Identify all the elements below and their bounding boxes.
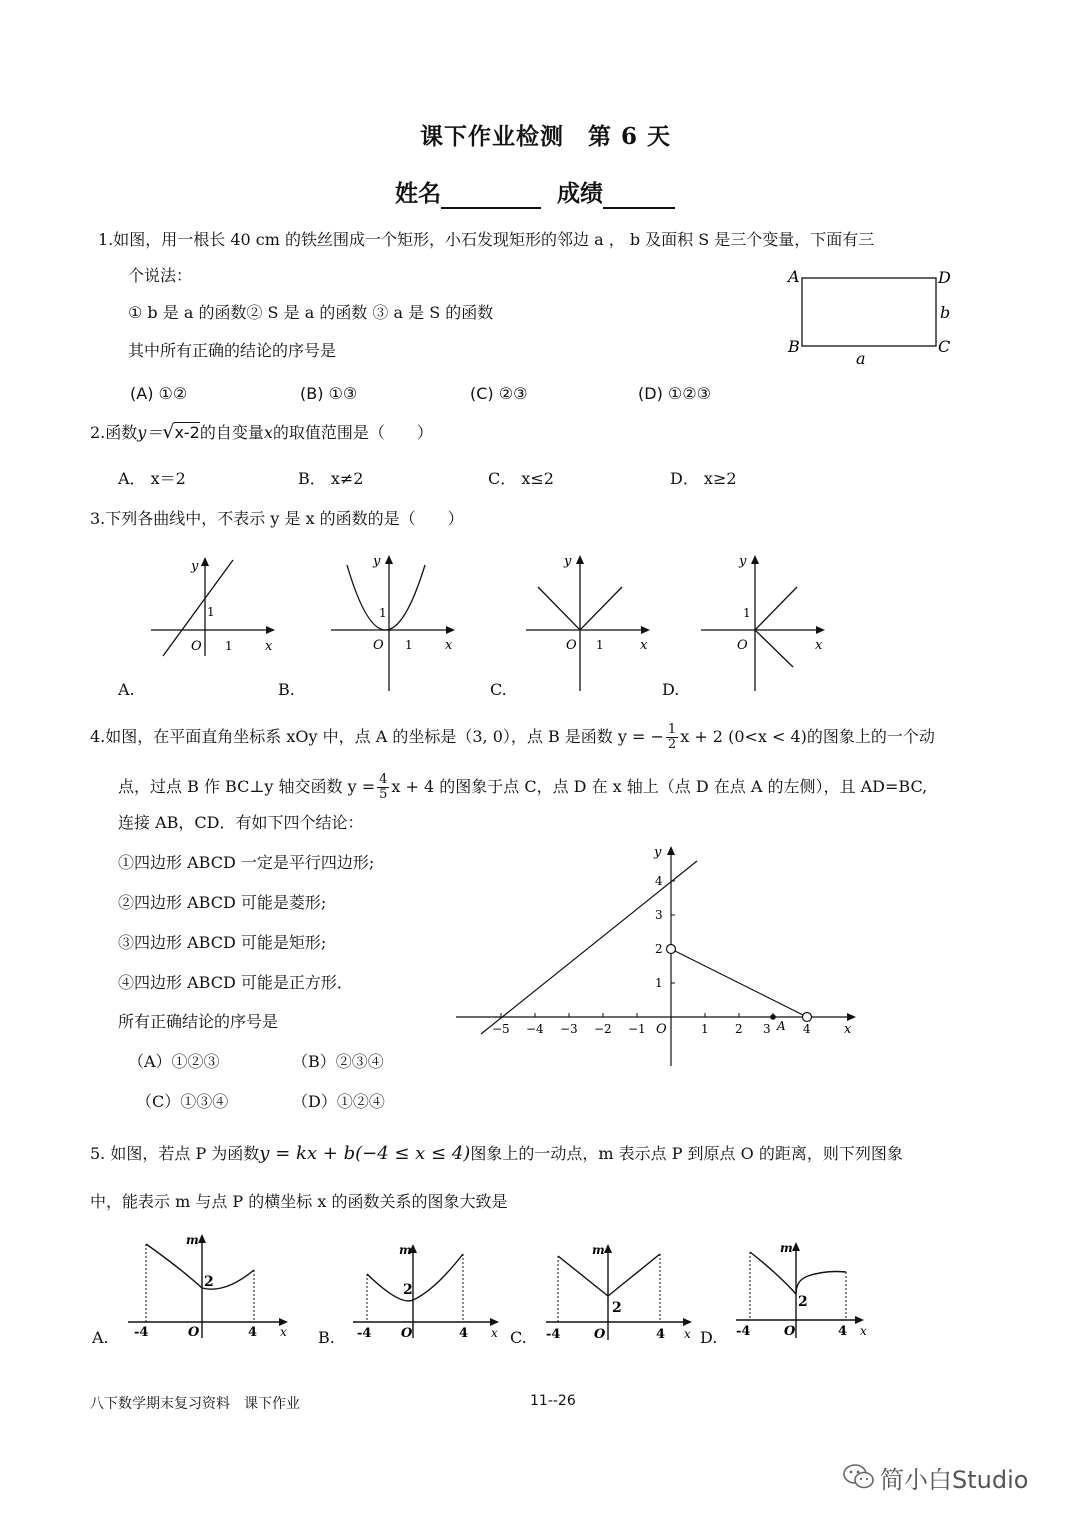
q2-choice-c[interactable]: C． x≤2 <box>488 469 554 488</box>
name-score-line <box>395 175 675 209</box>
q4-conclusion-4: ④四边形 ABCD 可能是正方形． <box>118 973 353 992</box>
m-arrow-icon <box>604 1244 612 1253</box>
origin-label: O <box>594 1327 606 1342</box>
q3-stem: 3.下列各曲线中，不表示 y 是 x 的函数的是（ ） <box>90 509 464 528</box>
q4-choice-c[interactable]: （C）①③④ <box>136 1092 229 1111</box>
q1-choice-a[interactable]: (A) ①② <box>130 384 188 403</box>
y-label: y <box>739 554 747 569</box>
sqrt-sign: √ <box>162 421 175 443</box>
point-A-dot <box>770 1014 776 1020</box>
x-label: x <box>265 639 273 654</box>
x-tick-3: 3 <box>763 1022 771 1036</box>
origin-label: O <box>656 1022 667 1037</box>
q3-choice-d[interactable]: D. <box>662 680 680 699</box>
name-blank[interactable] <box>441 180 541 209</box>
y-label: y <box>373 554 381 569</box>
x-tick-neg4: −4 <box>526 1022 544 1036</box>
value-2-label: 2 <box>204 1274 214 1290</box>
value-2-label: 2 <box>403 1282 413 1298</box>
y-arrow-icon <box>385 555 393 564</box>
m-arrow-icon <box>198 1234 206 1243</box>
q4-choice-a[interactable]: （A）①②③ <box>128 1052 220 1071</box>
q2-choice-b[interactable]: B． x≠2 <box>298 469 364 488</box>
q5-graph-a <box>120 1228 300 1346</box>
x-label: x <box>640 638 648 653</box>
m-curve <box>558 1254 660 1296</box>
x-arrow-icon <box>490 1318 499 1326</box>
q5-line1-a: 5. 如图，若点 P 为函数 <box>90 1144 260 1163</box>
y-label: y <box>191 559 199 574</box>
four-label: 4 <box>248 1325 258 1340</box>
m-label: m <box>592 1243 605 1257</box>
origin-label: O <box>784 1324 796 1339</box>
wechat-icon <box>842 1462 876 1492</box>
q4-ask: 所有正确结论的序号是 <box>118 1012 279 1031</box>
q2-choice-d[interactable]: D． x≥2 <box>670 469 737 488</box>
x-tick-neg2: −2 <box>594 1022 612 1036</box>
x-arrow-icon <box>683 1318 692 1326</box>
q2-stem <box>90 421 433 444</box>
page-number: 11--26 <box>530 1393 576 1409</box>
frac2-numerator: 4 <box>379 772 388 787</box>
q4-line2-b: x + 4 的图象于点 C，点 D 在 x 轴上（点 D 在点 A 的左侧），且 AD=BC, <box>391 777 928 796</box>
score-blank[interactable] <box>603 180 675 209</box>
x-label: x <box>280 1325 287 1339</box>
q4-line3: 连接 AB，CD．有如下四个结论： <box>118 813 364 832</box>
q5-line2: 中，能表示 m 与点 P 的横坐标 x 的函数关系的图象大致是 <box>90 1192 508 1211</box>
q4-conclusion-3: ③四边形 ABCD 可能是矩形; <box>118 933 327 952</box>
x-tick-labels <box>492 1022 811 1036</box>
q2-y-eq: y＝ <box>137 423 163 442</box>
q2-prefix: 2.函数 <box>90 423 138 442</box>
q5-graph-c <box>538 1238 703 1350</box>
q4-line1 <box>90 723 935 752</box>
label-D: D <box>938 268 951 287</box>
q2-suffix2: 的取值范围是（ ） <box>272 423 433 442</box>
value-2-label: 2 <box>798 1294 808 1310</box>
m-arrow-icon <box>792 1242 800 1251</box>
q5-graph-d <box>730 1236 880 1348</box>
watermark-text: 简小白Studio <box>880 1466 1029 1494</box>
q4-line2 <box>118 773 927 802</box>
m-curve-left <box>750 1252 796 1294</box>
origin-label: O <box>401 1326 413 1341</box>
q4-conclusion-1: ①四边形 ABCD 一定是平行四边形; <box>118 853 375 872</box>
m-label: m <box>780 1241 793 1255</box>
y-tick-2: 2 <box>655 942 663 956</box>
x-tick-neg1: −1 <box>628 1022 646 1036</box>
q3-graph-b <box>325 545 465 695</box>
q5-graph-b <box>345 1238 510 1348</box>
origin-label: O <box>566 638 577 653</box>
neg4-label: -4 <box>134 1325 149 1340</box>
neg4-label: -4 <box>736 1324 751 1339</box>
q1-choice-d[interactable]: (D) ①②③ <box>638 384 711 403</box>
y-tick-1: 1 <box>655 976 663 990</box>
frac1-denominator: 2 <box>667 737 677 752</box>
x-tick-neg3: −3 <box>560 1022 578 1036</box>
m-curve <box>146 1244 254 1289</box>
open-point-4-0 <box>803 1013 812 1022</box>
label-C: C <box>938 337 951 356</box>
q4-choice-d[interactable]: （D）①②④ <box>292 1092 385 1111</box>
x-tick-1: 1 <box>596 638 604 652</box>
value-2-label: 2 <box>612 1300 622 1316</box>
rectangle-shape <box>802 278 936 346</box>
label-B: B <box>788 337 800 356</box>
q5-line1 <box>90 1143 903 1165</box>
q4-choice-b[interactable]: （B）②③④ <box>292 1052 384 1071</box>
q2-choice-a[interactable]: A． x＝2 <box>118 469 186 488</box>
sideways-v-curve <box>755 587 797 667</box>
q3-graph-a <box>145 548 285 663</box>
y-tick-4: 4 <box>655 874 663 888</box>
footer-left: 八下数学期末复习资料 课下作业 <box>90 1396 300 1412</box>
frac1-numerator: 1 <box>667 722 677 737</box>
m-label: m <box>399 1243 412 1257</box>
q2-suffix: 的自变量 <box>199 423 264 442</box>
x-label: x <box>844 1022 852 1037</box>
m-curve <box>367 1254 463 1301</box>
y-label: y <box>654 845 662 860</box>
q1-choice-b[interactable]: (B) ①③ <box>300 384 358 403</box>
x-label: x <box>445 638 453 653</box>
x-label: x <box>815 638 823 653</box>
q5-choice-a[interactable]: A. <box>92 1328 109 1347</box>
x-arrow-icon <box>446 626 455 634</box>
four-label: 4 <box>459 1326 469 1341</box>
open-point-0-2 <box>667 945 676 954</box>
x-tick-neg5: −5 <box>492 1022 510 1036</box>
y-arrow-icon <box>667 846 675 855</box>
label-a: a <box>856 349 866 367</box>
x-arrow-icon <box>847 1013 856 1021</box>
point-A-label: A <box>777 1019 786 1033</box>
x-arrow-icon <box>641 626 650 634</box>
score-label: 成绩 <box>557 180 604 207</box>
q4-line2-a: 点，过点 B 作 BC⊥y 轴交函数 y = <box>118 777 376 796</box>
page-title: 课下作业检测 第 6 天 <box>420 123 672 150</box>
x-label: x <box>491 1326 498 1340</box>
q4-fraction-1 <box>666 723 678 752</box>
name-label: 姓名 <box>395 180 441 207</box>
y-tick-3: 3 <box>655 908 663 922</box>
q1-line2: 个说法： <box>128 266 193 285</box>
q3-graph-c <box>520 545 660 695</box>
q4-conclusion-2: ②四边形 ABCD 可能是菱形; <box>118 893 327 912</box>
y-arrow-icon <box>201 557 209 566</box>
y-tick-1: 1 <box>379 606 387 620</box>
q3-choice-a[interactable]: A. <box>118 680 135 699</box>
frac2-denominator: 5 <box>379 787 388 802</box>
parabola-curve <box>347 565 425 630</box>
y-tick-1: 1 <box>743 606 751 620</box>
y-label: y <box>564 554 572 569</box>
origin-label: O <box>191 639 202 654</box>
q3-graph-d <box>695 545 835 695</box>
neg4-label: -4 <box>546 1327 561 1342</box>
q4-line1-a: 4.如图，在平面直角坐标系 xOy 中，点 A 的坐标是（3, 0），点 B 是函数 y = − <box>90 727 664 746</box>
y-arrow-icon <box>576 555 584 564</box>
q2-radicand: x-2 <box>174 423 200 442</box>
x-tick-4: 4 <box>803 1022 811 1036</box>
q1-rectangle-figure <box>780 262 960 367</box>
q5-line1-b: 图象上的一动点，m 表示点 P 到原点 O 的距离，则下列图象 <box>470 1144 903 1163</box>
neg4-label: -4 <box>357 1326 372 1341</box>
y-arrow-icon <box>751 555 759 564</box>
q5-formula: y = kx + b(−4 ≤ x ≤ 4) <box>259 1143 471 1164</box>
q4-fraction-2 <box>377 773 389 802</box>
y-tick-1: 1 <box>207 605 215 619</box>
origin-label: O <box>188 1325 200 1340</box>
x-label: x <box>684 1327 691 1341</box>
origin-label: O <box>737 638 748 653</box>
x-tick-2: 2 <box>735 1022 743 1036</box>
label-b: b <box>940 303 951 322</box>
q3-choice-b[interactable]: B. <box>278 680 295 699</box>
q1-line4: 其中所有正确的结论的序号是 <box>128 341 337 360</box>
x-tick-1: 1 <box>701 1022 709 1036</box>
origin-label: O <box>373 638 384 653</box>
q1-line1: 1.如图，用一根长 40 cm 的铁丝围成一个矩形，小石发现矩形的邻边 a ， b 及面积 S 是三个变量，下面有三 <box>98 230 875 249</box>
x-label: x <box>860 1324 867 1338</box>
four-label: 4 <box>656 1327 666 1342</box>
q4-line1-b: x + 2 (0<x < 4)的图象上的一个动 <box>680 727 935 746</box>
q5-choice-c[interactable]: C. <box>510 1328 527 1347</box>
q5-choice-d[interactable]: D. <box>700 1328 718 1347</box>
line-y-4-5x-plus-4 <box>481 861 697 1034</box>
x-tick-1: 1 <box>225 639 233 653</box>
q2-var: x <box>263 423 273 442</box>
q4-coordinate-graph <box>450 838 870 1070</box>
label-A: A <box>788 267 800 286</box>
x-tick-1: 1 <box>405 638 413 652</box>
q1-choice-c[interactable]: (C) ②③ <box>470 384 528 403</box>
x-arrow-icon <box>266 626 275 634</box>
q1-line3: ① b 是 a 的函数② S 是 a 的函数 ③ a 是 S 的函数 <box>128 303 494 322</box>
x-arrow-icon <box>855 1316 864 1324</box>
q3-choice-c[interactable]: C. <box>490 680 507 699</box>
segment-y-neg-half-x-plus-2 <box>671 949 807 1017</box>
x-arrow-icon <box>816 626 825 634</box>
m-label: m <box>186 1233 199 1247</box>
q5-choice-b[interactable]: B. <box>318 1328 335 1347</box>
m-curve-right <box>796 1272 846 1295</box>
four-label: 4 <box>838 1324 848 1339</box>
